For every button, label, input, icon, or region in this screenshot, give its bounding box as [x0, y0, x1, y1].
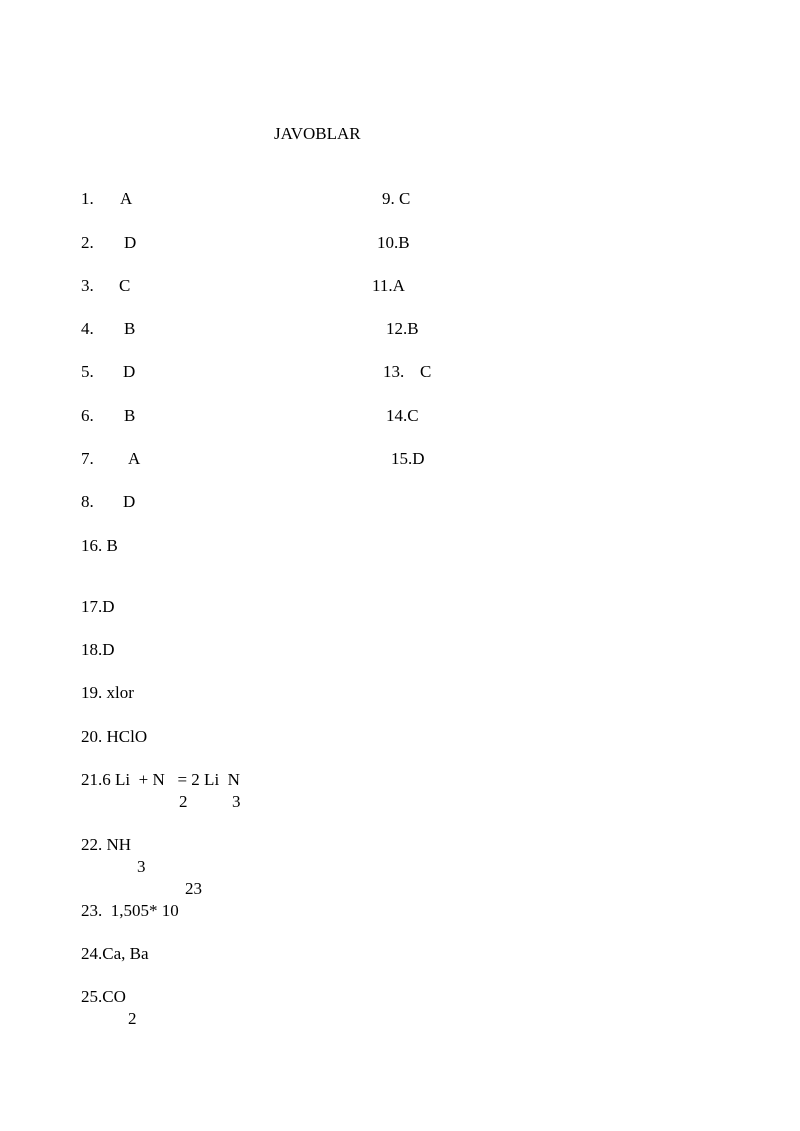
answer-23-exponent: 23 — [185, 879, 202, 898]
answer-17: 17.D — [81, 597, 115, 616]
answer-6-value: B — [124, 406, 136, 425]
answer-23-value: 23. 1,505* 10 — [81, 901, 179, 920]
answer-7-value: A — [128, 449, 141, 468]
page-title: JAVOBLAR — [274, 124, 361, 143]
answer-19: 19. xlor — [81, 683, 134, 702]
answer-3-value: C — [119, 276, 131, 295]
answer-22-subscript: 3 — [137, 857, 146, 876]
answer-6-number: 6. — [81, 406, 94, 425]
answer-2-value: D — [124, 233, 137, 252]
answer-25-subscript: 2 — [128, 1009, 137, 1028]
answer-10: 10.B — [377, 233, 410, 252]
answer-9: 9. C — [382, 189, 411, 208]
answer-13-value: C — [420, 362, 432, 381]
answer-20: 20. HClO — [81, 727, 148, 746]
answer-21-subscript-li3n: 3 — [232, 792, 241, 811]
answer-15: 15.D — [391, 449, 425, 468]
answer-7-number: 7. — [81, 449, 94, 468]
answer-21-subscript-n2: 2 — [179, 792, 188, 811]
answer-3-number: 3. — [81, 276, 94, 295]
answer-18: 18.D — [81, 640, 115, 659]
answer-24: 24.Ca, Ba — [81, 944, 149, 963]
answer-1-number: 1. — [81, 189, 94, 208]
answer-11: 11.A — [372, 276, 405, 295]
answer-14: 14.C — [386, 406, 419, 425]
answer-16: 16. B — [81, 536, 118, 555]
answer-8-number: 8. — [81, 492, 94, 511]
answer-1-value: A — [120, 189, 133, 208]
answer-2-number: 2. — [81, 233, 94, 252]
answer-4-number: 4. — [81, 319, 94, 338]
answer-22-formula: 22. NH — [81, 835, 132, 854]
answer-5-value: D — [123, 362, 136, 381]
answer-21-equation: 21.6 Li + N = 2 Li N — [81, 770, 240, 789]
answer-12: 12.B — [386, 319, 419, 338]
answer-25-formula: 25.CO — [81, 987, 126, 1006]
answer-8-value: D — [123, 492, 136, 511]
answer-4-value: B — [124, 319, 136, 338]
answer-5-number: 5. — [81, 362, 94, 381]
answer-13-number: 13. — [383, 362, 405, 381]
